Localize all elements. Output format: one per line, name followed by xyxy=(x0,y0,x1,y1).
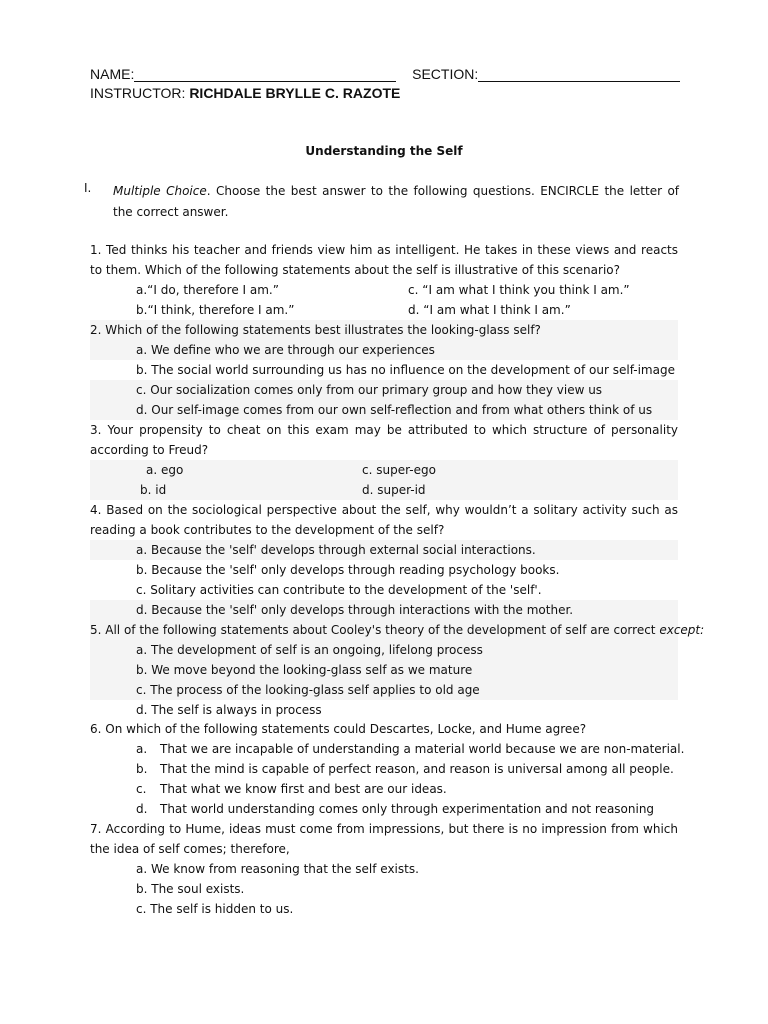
options-row-1 xyxy=(90,280,678,300)
option-a[interactable]: a.“I do, therefore I am.” xyxy=(136,283,279,297)
section-label: SECTION: xyxy=(412,66,479,82)
question-text: 4. Based on the sociological perspective about the self, why wouldn’t a solitary activity such as reading a book contributes to the development of the self? xyxy=(90,503,678,537)
document-title: Understanding the Self xyxy=(305,144,463,158)
question-2 xyxy=(90,320,678,420)
instructor-line xyxy=(90,85,400,101)
name-section-line xyxy=(90,66,680,82)
option-a[interactable]: a. We know from reasoning that the self exists. xyxy=(136,862,419,876)
question-text: 5. All of the following statements about Cooley's theory of the development of self are correct except: xyxy=(90,620,678,640)
name-label: NAME: xyxy=(90,66,135,82)
option-d[interactable]: d. Because the 'self' only develops through interactions with the mother. xyxy=(90,600,678,620)
question-text: 6. On which of the following statements could Descartes, Locke, and Hume agree? xyxy=(90,722,587,736)
question-text: 3. Your propensity to cheat on this exam may be attributed to which structure of personality according to Freud? xyxy=(90,423,678,457)
question-3 xyxy=(90,420,678,500)
instructor-label: INSTRUCTOR: xyxy=(90,85,186,101)
option-b[interactable]: b. id xyxy=(140,483,167,497)
question-7 xyxy=(90,819,678,919)
option-d[interactable]: d. super-id xyxy=(362,483,426,497)
option-c[interactable]: c. “I am what I think you think I am.” xyxy=(408,283,630,297)
section-blank[interactable] xyxy=(478,67,680,82)
option-a[interactable]: a. The development of self is an ongoing, lifelong process xyxy=(90,640,678,660)
name-blank[interactable] xyxy=(134,67,396,82)
option-a[interactable]: a. ego xyxy=(146,463,184,477)
instructor-name: RICHDALE BRYLLE C. RAZOTE xyxy=(189,85,401,101)
question-text: 1. Ted thinks his teacher and friends view him as intelligent. He takes in these views and reacts to them. Which of the following statements about the self is illustrative of this scenario? xyxy=(90,243,678,277)
option-a[interactable]: a. Because the 'self' develops through external social interactions. xyxy=(90,540,678,560)
question-5 xyxy=(90,620,705,720)
option-b[interactable]: b. Because the 'self' only develops through reading psychology books. xyxy=(136,563,560,577)
option-c[interactable]: c. That what we know first and best are our ideas. xyxy=(136,782,447,796)
question-text: 7. According to Hume, ideas must come from impressions, but there is no impression from which the idea of self comes; therefore, xyxy=(90,822,678,856)
question-4 xyxy=(90,500,678,620)
question-text: 2. Which of the following statements best illustrates the looking-glass self? xyxy=(90,320,678,340)
option-d[interactable]: d. “I am what I think I am.” xyxy=(408,303,571,317)
except-emphasis: except: xyxy=(659,623,705,637)
option-d[interactable]: d. The self is always in process xyxy=(136,703,322,717)
option-c[interactable]: c. Solitary activities can contribute to the development of the 'self'. xyxy=(136,583,542,597)
option-b[interactable]: b.“I think, therefore I am.” xyxy=(136,303,295,317)
option-c[interactable]: c. Our socialization comes only from our primary group and how they view us xyxy=(90,380,678,400)
question-1 xyxy=(90,240,678,320)
option-b[interactable]: b. The soul exists. xyxy=(136,882,245,896)
options-row-2 xyxy=(90,300,678,320)
option-d[interactable]: d. That world understanding comes only through experimentation and not reasoning xyxy=(136,802,655,816)
options-row-2 xyxy=(90,480,678,500)
section-instructions-text: . Choose the best answer to the following questions. ENCIRCLE the letter of the correct answer. xyxy=(113,184,680,219)
section-type: Multiple Choice xyxy=(113,184,207,198)
section-instructions xyxy=(113,181,679,223)
option-b[interactable]: b. We move beyond the looking-glass self as we mature xyxy=(90,660,678,680)
option-b[interactable]: b. The social world surrounding us has no influence on the development of our self-image xyxy=(136,363,675,377)
option-c[interactable]: c. super-ego xyxy=(362,463,436,477)
question-6 xyxy=(90,719,685,819)
section-numeral: I. xyxy=(84,181,92,195)
options-row-1 xyxy=(90,460,678,480)
option-b[interactable]: b. That the mind is capable of perfect reason, and reason is universal among all people. xyxy=(136,762,674,776)
option-c[interactable]: c. The self is hidden to us. xyxy=(136,902,294,916)
option-a[interactable]: a. We define who we are through our experiences xyxy=(90,340,678,360)
option-d[interactable]: d. Our self-image comes from our own self-reflection and from what others think of us xyxy=(90,400,678,420)
option-c[interactable]: c. The process of the looking-glass self applies to old age xyxy=(90,680,678,700)
option-a[interactable]: a. That we are incapable of understanding a material world because we are non-material. xyxy=(136,742,685,756)
